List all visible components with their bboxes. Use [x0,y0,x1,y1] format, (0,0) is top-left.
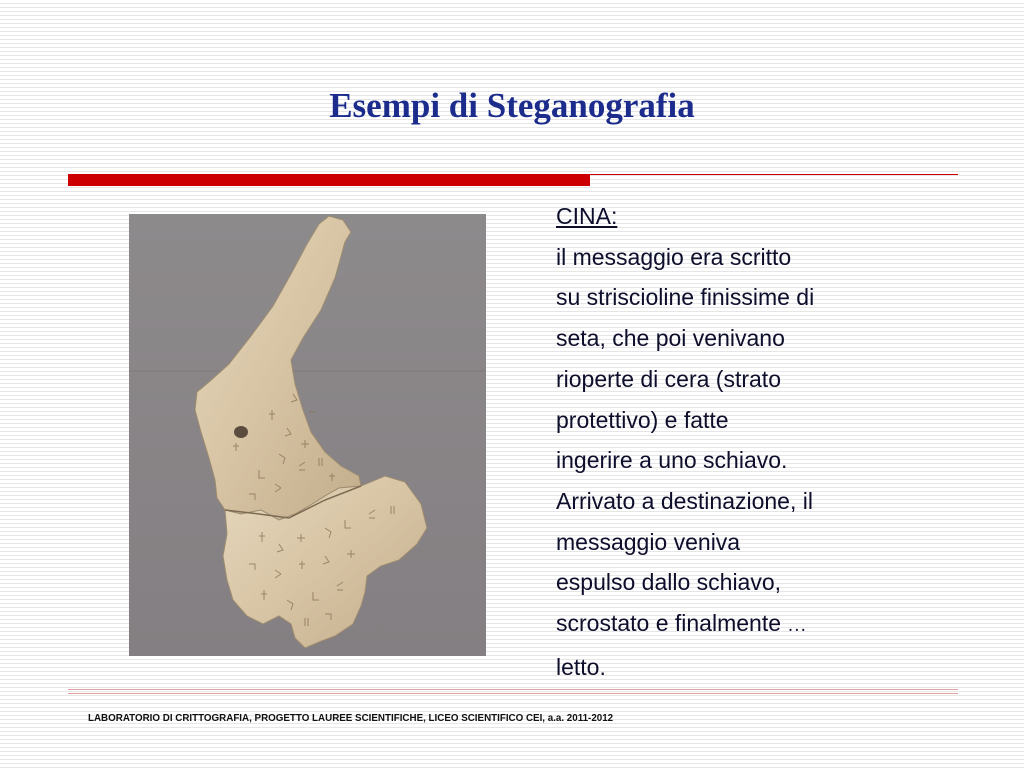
footer-divider-bottom [68,693,958,694]
body-text-block [556,196,916,687]
body-line-with-ellipsis [556,603,916,647]
body-line: ingerire a uno schiavo. [556,447,788,474]
body-line: seta, che poi venivano [556,325,785,352]
body-line: scrostato e finalmente [556,610,782,637]
body-line: protettivo) e fatte [556,406,729,433]
oracle-bone-illustration [129,214,486,656]
oracle-bone-photo [129,214,486,656]
footer-divider-top [68,689,958,690]
body-line: espulso dallo schiavo, [556,569,782,596]
section-heading: CINA: [556,203,618,229]
footer-credits: LABORATORIO DI CRITTOGRAFIA, PROGETTO LAUREE SCIENTIFICHE, LICEO SCIENTIFICO CEI, a.a. 2011-2012 [88,713,614,724]
body-line: su striscioline finissime di [556,284,815,311]
body-line: letto. [556,653,606,680]
slide-title: Esempi di Steganografia [329,86,695,125]
ellipsis-mark: … [787,615,807,637]
body-line: rioperte di cera (strato [556,365,781,392]
body-line: Arrivato a destinazione, il [556,487,813,514]
body-line: messaggio veniva [556,528,741,555]
title-divider-accent-bar [68,174,590,186]
body-line: il messaggio era scritto [556,243,792,270]
